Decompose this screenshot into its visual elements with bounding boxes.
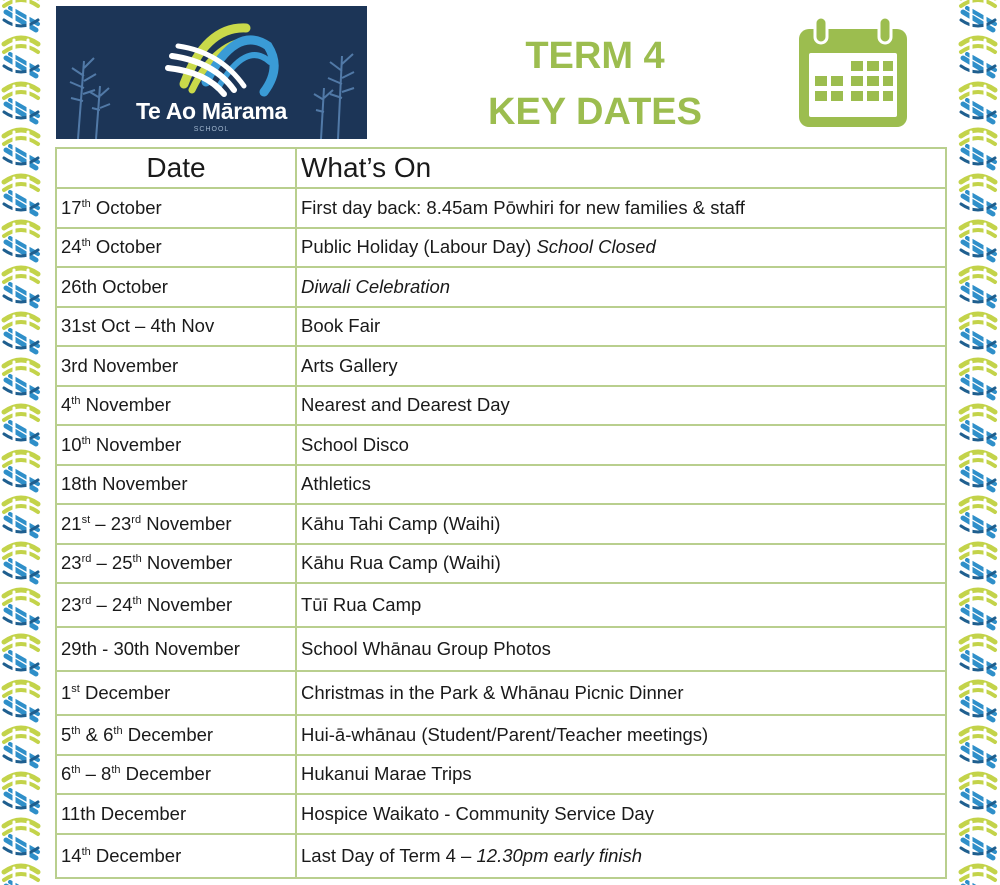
date-text-end: November — [90, 433, 182, 455]
date-ordinal-suffix: rd — [81, 553, 92, 566]
weave-motif — [4, 314, 38, 356]
date-ordinal-suffix: th — [81, 197, 91, 210]
weave-motif — [961, 130, 995, 172]
event-cell — [296, 504, 946, 544]
table-row — [56, 794, 946, 834]
event-emphasis-text: Diwali Celebration — [301, 275, 451, 297]
date-text: 1 — [61, 682, 72, 703]
date-cell — [56, 188, 296, 228]
date-cell — [56, 834, 296, 878]
event-emphasis-text: 12.30pm early finish — [476, 844, 643, 866]
weave-motif — [961, 176, 995, 218]
weave-motif — [961, 728, 995, 770]
weave-motif — [4, 130, 38, 172]
weave-motif — [4, 452, 38, 494]
event-text: Book Fair — [301, 315, 381, 337]
event-text: Nearest and Dearest Day — [301, 394, 510, 416]
weave-motif — [961, 682, 995, 724]
date-ordinal-suffix: th — [111, 764, 121, 777]
event-text: Arts Gallery — [301, 354, 398, 376]
event-text: School Whānau Group Photos — [301, 638, 551, 659]
date-text-middle: – 24 — [91, 594, 133, 615]
weave-motif — [961, 452, 995, 494]
event-text: Hukanui Marae Trips — [301, 763, 472, 785]
page-title — [450, 28, 740, 140]
weave-motif — [4, 774, 38, 816]
event-cell — [296, 715, 946, 755]
date-text: 10 — [61, 433, 82, 455]
date-cell — [56, 755, 296, 795]
weave-motif — [961, 774, 995, 816]
date-ordinal-suffix: rd — [81, 594, 92, 607]
weave-motif — [4, 0, 38, 34]
event-text: Hospice Waikato - Community Service Day — [301, 802, 654, 824]
date-text: 23 — [61, 552, 82, 574]
table-row — [56, 504, 946, 544]
date-text: 24 — [61, 236, 82, 258]
event-text: Last Day of Term 4 – — [301, 844, 477, 866]
weave-motif — [961, 84, 995, 126]
event-cell — [296, 188, 946, 228]
table-row — [56, 583, 946, 627]
weave-motif — [961, 360, 995, 402]
event-column-header: What’s On — [296, 148, 946, 188]
weave-motif — [961, 866, 995, 885]
date-text: 11th December — [61, 802, 187, 824]
weave-motif — [961, 406, 995, 448]
date-text: 4 — [61, 394, 72, 416]
title-line-1: TERM 4 — [525, 35, 665, 77]
event-text: Hui-ā-whānau (Student/Parent/Teacher meetings) — [301, 723, 709, 745]
event-cell — [296, 228, 946, 268]
event-cell — [296, 425, 946, 465]
date-text-end: December — [122, 723, 214, 745]
event-text: Athletics — [301, 473, 371, 495]
table-row — [56, 346, 946, 386]
weave-motif — [4, 866, 38, 885]
date-ordinal-suffix: rd — [131, 513, 142, 526]
event-cell — [296, 465, 946, 505]
weave-motif — [961, 314, 995, 356]
date-text-middle: – 25 — [91, 552, 133, 574]
table-row — [56, 188, 946, 228]
weave-motif — [4, 682, 38, 724]
logo-subtitle-text: SCHOOL — [193, 126, 230, 133]
date-cell — [56, 465, 296, 505]
date-ordinal-suffix: th — [113, 724, 123, 737]
event-text: Tūī Rua Camp — [301, 594, 422, 615]
date-text-end: October — [90, 196, 162, 218]
weave-motif — [4, 728, 38, 770]
table-header-row — [56, 148, 946, 188]
event-text: Public Holiday (Labour Day) — [301, 236, 537, 258]
event-cell — [296, 671, 946, 715]
event-text: First day back: 8.45am Pōwhiri for new families & staff — [301, 196, 745, 218]
date-ordinal-suffix: th — [81, 845, 91, 858]
weave-motif — [4, 84, 38, 126]
left-woven-border — [0, 0, 42, 885]
table-row — [56, 755, 946, 795]
event-cell — [296, 346, 946, 386]
weave-motif — [4, 820, 38, 862]
date-ordinal-suffix: st — [71, 682, 80, 695]
date-text-end: November — [141, 512, 232, 534]
date-cell — [56, 794, 296, 834]
event-cell — [296, 834, 946, 878]
date-cell — [56, 386, 296, 426]
weave-motif — [4, 498, 38, 540]
date-ordinal-suffix: th — [81, 237, 91, 250]
weave-motif — [961, 544, 995, 586]
date-text: 31st Oct – 4th Nov — [61, 315, 215, 337]
date-cell — [56, 346, 296, 386]
event-cell — [296, 307, 946, 347]
date-text-end: November — [141, 594, 233, 615]
weave-motif — [961, 222, 995, 264]
date-cell — [56, 583, 296, 627]
weave-motif — [4, 222, 38, 264]
date-ordinal-suffix: th — [71, 724, 81, 737]
event-cell — [296, 755, 946, 795]
date-text: 17 — [61, 196, 82, 218]
date-text-end: December — [79, 682, 171, 703]
date-cell — [56, 307, 296, 347]
logo-name-text: Te Ao Mārama — [135, 98, 288, 124]
date-text-end: October — [90, 236, 162, 258]
date-text-middle: – 23 — [90, 512, 132, 534]
table-row — [56, 544, 946, 584]
calendar-icon — [796, 15, 910, 130]
weave-motif — [961, 38, 995, 80]
weave-motif — [4, 38, 38, 80]
date-cell — [56, 267, 296, 307]
date-text-end: November — [80, 394, 171, 416]
date-text-end: December — [90, 844, 182, 866]
table-row — [56, 307, 946, 347]
weave-motif — [4, 176, 38, 218]
key-dates-table — [55, 147, 947, 879]
date-ordinal-suffix: th — [132, 594, 142, 607]
date-text-end: November — [141, 552, 233, 574]
table-row — [56, 267, 946, 307]
event-cell — [296, 627, 946, 671]
table-body — [56, 188, 946, 878]
date-text: 23 — [61, 594, 82, 615]
date-ordinal-suffix: th — [132, 553, 142, 566]
date-ordinal-suffix: th — [81, 434, 91, 447]
weave-motif — [961, 268, 995, 310]
weave-motif — [4, 406, 38, 448]
weave-motif — [961, 820, 995, 862]
date-column-header: Date — [56, 148, 296, 188]
weave-motif — [4, 590, 38, 632]
table-row — [56, 465, 946, 505]
table-row — [56, 425, 946, 465]
date-text: 26th October — [61, 275, 168, 297]
table-row — [56, 386, 946, 426]
school-logo — [56, 6, 367, 139]
date-ordinal-suffix: th — [71, 764, 81, 777]
date-ordinal-suffix: st — [81, 513, 91, 526]
date-cell — [56, 544, 296, 584]
event-cell — [296, 267, 946, 307]
date-text-end: December — [120, 763, 212, 785]
weave-motif — [961, 0, 995, 34]
date-text: 18th November — [61, 473, 188, 495]
date-cell — [56, 627, 296, 671]
date-text-middle: & 6 — [80, 723, 114, 745]
title-line-2: KEY DATES — [488, 91, 702, 133]
table-row — [56, 627, 946, 671]
table-row — [56, 671, 946, 715]
event-text: Christmas in the Park & Whānau Picnic Dinner — [301, 682, 684, 703]
date-text: 29th - 30th November — [61, 638, 240, 659]
date-cell — [56, 228, 296, 268]
event-emphasis-text: School Closed — [536, 236, 656, 258]
date-text: 3rd November — [61, 354, 179, 376]
table-row — [56, 228, 946, 268]
date-text: 6 — [61, 763, 72, 785]
weave-motif — [4, 268, 38, 310]
event-cell — [296, 794, 946, 834]
event-cell — [296, 386, 946, 426]
event-cell — [296, 583, 946, 627]
date-cell — [56, 671, 296, 715]
weave-motif — [4, 636, 38, 678]
event-text: Kāhu Tahi Camp (Waihi) — [301, 512, 501, 534]
weave-motif — [961, 590, 995, 632]
event-text: Kāhu Rua Camp (Waihi) — [301, 552, 501, 574]
date-text: 14 — [61, 844, 82, 866]
date-text: 21 — [61, 512, 82, 534]
right-woven-border — [957, 0, 999, 885]
date-cell — [56, 425, 296, 465]
weave-motif — [4, 544, 38, 586]
date-text: 5 — [61, 723, 72, 745]
event-cell — [296, 544, 946, 584]
table-row — [56, 715, 946, 755]
date-text-middle: – 8 — [80, 763, 112, 785]
date-cell — [56, 504, 296, 544]
weave-motif — [961, 636, 995, 678]
weave-motif — [4, 360, 38, 402]
date-ordinal-suffix: th — [71, 395, 81, 408]
weave-motif — [961, 498, 995, 540]
table-row — [56, 834, 946, 878]
date-cell — [56, 715, 296, 755]
event-text: School Disco — [301, 433, 409, 455]
